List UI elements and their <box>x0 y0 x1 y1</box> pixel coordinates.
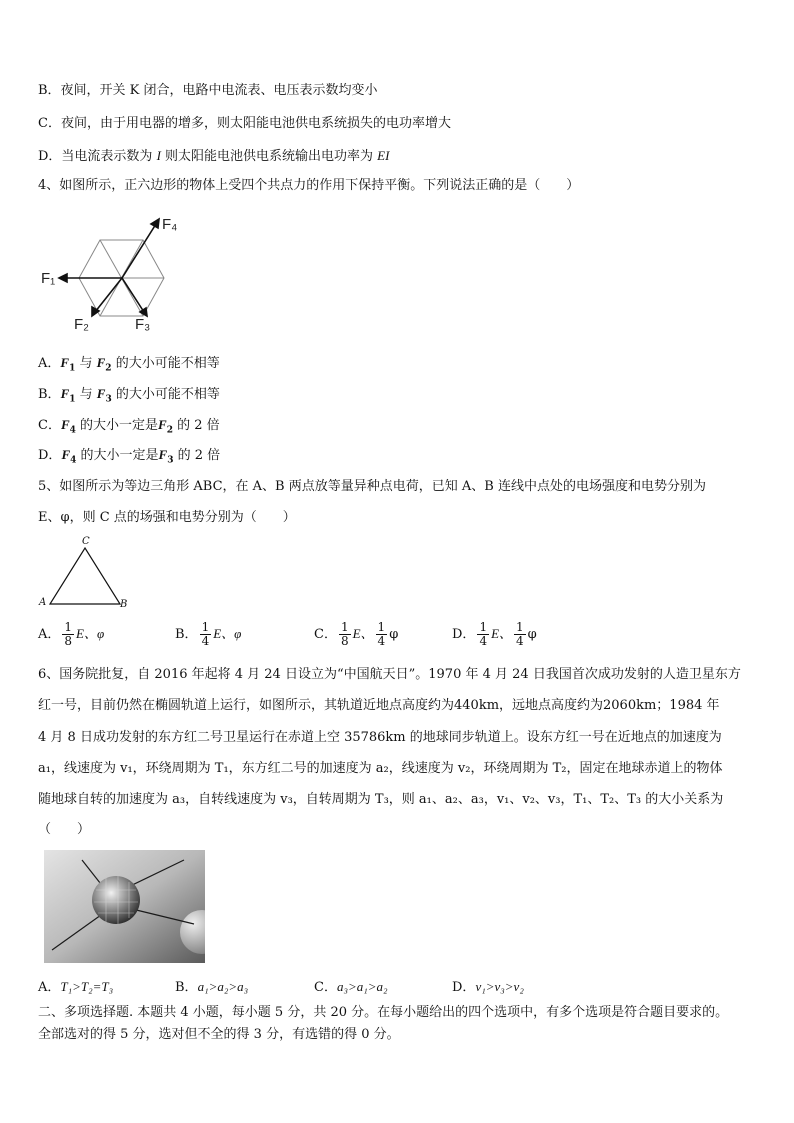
label-f3: F₃ <box>135 316 151 333</box>
q6-stem-line1: 6、国务院批复，自 2016 年起将 4 月 24 日设立为“中国航天日”。1970 年 4 月 24 日我国首次成功发射的人造卫星东方 <box>38 667 741 682</box>
fraction-one-eighth: $\frac{1}{8}$ <box>64 620 73 648</box>
q6-option-c <box>314 979 388 996</box>
q6-option-d <box>452 979 524 996</box>
q4-option-c-tail: 的 2 倍 <box>177 418 220 433</box>
q4-option-d-xs: 4 <box>70 455 77 466</box>
q4-option-b-ys: 3 <box>105 394 112 405</box>
q6-stem-line3: 4 月 8 日成功发射的东方红二号卫星运行在赤道上空 35786km 的地球同步轨道上。设东方红一号在近地点的加速度为 <box>38 730 722 745</box>
label-b: B <box>120 599 128 610</box>
q5-option-d-letter: D． <box>452 627 476 642</box>
q4-option-b-xs: 1 <box>69 394 76 405</box>
force-f3-arrowhead <box>140 308 147 316</box>
section2-instructions-line2: 全部选对的得 5 分，选对但不全的得 3 分，有选错的得 0 分。 <box>38 1027 400 1042</box>
triangle-abc <box>50 548 120 604</box>
q4-option-c-y: F <box>158 417 167 432</box>
q4-option-c-mid: 的大小一定是 <box>80 418 159 433</box>
q3-option-b: B．夜间，开关 K 闭合，电路中电流表、电压表示数均变小 <box>38 83 378 98</box>
q4-option-c <box>38 417 220 439</box>
q4-option-c-x: F <box>60 417 70 432</box>
q6-option-d-letter: D． <box>452 980 476 995</box>
q6-option-b-letter: B． <box>175 980 198 995</box>
q4-option-b-y: F <box>96 386 106 401</box>
q4-option-a-x: F <box>60 355 70 370</box>
q5-option-a-letter: A． <box>38 627 61 642</box>
q5-option-a-text: E、φ <box>76 626 105 641</box>
q4-option-b-x: F <box>60 386 70 401</box>
satellite-illustration <box>44 850 205 963</box>
q4-option-a-y: F <box>96 355 106 370</box>
q6-option-c-text: a₃>a₁>a₂ <box>336 979 388 994</box>
q5-option-c-text2: φ <box>389 627 399 642</box>
q4-option-b-tail: 的大小可能不相等 <box>115 387 220 402</box>
label-f2: F₂ <box>74 316 89 333</box>
q5-option-b-text: E、φ <box>213 626 242 641</box>
q5-option-c <box>314 621 398 648</box>
q3-option-d-power: EI <box>377 148 390 163</box>
q5-option-d-text1: E、 <box>491 626 513 641</box>
fraction-one-quarter: $\frac{1}{4}$ <box>377 620 386 648</box>
q3-option-d-current: I <box>156 148 161 163</box>
q5-triangle-figure <box>38 538 138 614</box>
q6-option-a-text: T₁>T₂=T₃ <box>60 979 114 994</box>
q4-option-d-mid: 的大小一定是 <box>80 448 159 463</box>
q4-option-d-tail: 的 2 倍 <box>177 448 221 463</box>
q6-option-b-text: a₁>a₂>a₃ <box>197 979 249 994</box>
section2-instructions-line1: 二、多项选择题. 本题共 4 小题，每小题 5 分，共 20 分。在每小题给出的四个选项中，有多个选项是符合题目要求的。 <box>38 1005 729 1020</box>
q4-option-b <box>38 386 220 408</box>
q3-option-d-mid: 则太阳能电池供电系统输出电功率为 <box>160 149 378 164</box>
q3-option-c: C．夜间，由于用电器的增多，则太阳能电池供电系统损失的电功率增大 <box>38 116 451 131</box>
q4-option-d <box>38 447 220 469</box>
force-f1-arrowhead <box>59 274 67 282</box>
q4-option-c-xs: 4 <box>69 425 76 436</box>
q6-stem-line5: 随地球自转的加速度为 a₃，自转线速度为 v₃，自转周期为 T₃，则 a₁、a₂、a₃，v₁、v₂、v₃，T₁、T₂、T₃ 的大小关系为 <box>38 792 724 807</box>
q4-option-d-ys: 3 <box>167 455 174 466</box>
q4-option-d-x: F <box>61 447 71 462</box>
fraction-one-quarter: $\frac{1}{4}$ <box>479 620 488 648</box>
q4-option-a <box>38 355 220 377</box>
force-f4-arrow <box>122 224 156 278</box>
q4-option-d-y: F <box>158 447 168 462</box>
q4-option-c-ys: 2 <box>166 425 173 436</box>
q4-option-a-xs: 1 <box>69 363 76 374</box>
q3-option-d-prefix: D．当电流表示数为 <box>38 149 157 164</box>
q5-option-d <box>452 621 537 648</box>
q6-option-a-letter: A． <box>38 980 61 995</box>
label-a: A <box>39 597 47 608</box>
q5-option-d-text2: φ <box>527 627 537 642</box>
q5-option-b <box>175 621 241 648</box>
q5-option-c-letter: C． <box>314 627 337 642</box>
q6-stem-line6: （ ） <box>38 822 91 837</box>
q4-option-a-tail: 的大小可能不相等 <box>115 356 220 371</box>
q6-stem-line2: 红一号，目前仍然在椭圆轨道上运行，如图所示，其轨道近地点高度约为440km，远地点高度约为2060km；1984 年 <box>38 698 720 713</box>
fraction-one-eighth: $\frac{1}{8}$ <box>340 620 349 648</box>
q4-option-a-ys: 2 <box>105 363 112 374</box>
fraction-one-quarter: $\frac{1}{4}$ <box>201 620 210 648</box>
label-f1: F₁ <box>41 270 56 287</box>
q5-option-c-text1: E、 <box>352 626 374 641</box>
q5-stem-line2: E、φ，则 C 点的场强和电势分别为（ ） <box>38 510 296 525</box>
force-f4-arrowhead <box>151 219 159 228</box>
q4-hexagon-figure <box>38 208 188 336</box>
satellite-photo <box>44 850 205 963</box>
q5-option-a <box>38 621 104 648</box>
q6-stem-line4: a₁，线速度为 v₁，环绕周期为 T₁，东方红二号的加速度为 a₂，线速度为 v₂，环绕周期为 T₂，固定在地球赤道上的物体 <box>38 761 723 776</box>
q4-stem: 4、如图所示，正六边形的物体上受四个共点力的作用下保持平衡。下列说法正确的是（ ） <box>38 178 580 193</box>
q4-option-d-letter: D． <box>38 448 62 463</box>
q4-option-b-letter: B． <box>38 387 61 402</box>
q5-stem-line1: 5、如图所示为等边三角形 ABC，在 A、B 两点放等量异种点电荷，已知 A、B 连线中点处的电场强度和电势分别为 <box>38 479 706 494</box>
force-f3-arrow <box>122 278 144 312</box>
q5-option-b-letter: B． <box>175 627 198 642</box>
q4-option-c-letter: C． <box>38 418 61 433</box>
q4-option-b-mid: 与 <box>79 387 93 402</box>
q6-option-d-text: v₁>v₃>v₂ <box>475 979 524 994</box>
satellite-sphere <box>92 876 140 924</box>
q4-option-a-letter: A． <box>38 356 61 371</box>
q6-option-b <box>175 979 248 996</box>
q6-option-c-letter: C． <box>314 980 337 995</box>
q6-option-a <box>38 979 113 996</box>
force-f2-arrow <box>95 278 122 312</box>
label-f4: F₄ <box>162 216 178 233</box>
q4-option-a-mid: 与 <box>79 356 93 371</box>
label-c: C <box>82 536 90 547</box>
fraction-one-quarter: $\frac{1}{4}$ <box>516 620 524 648</box>
q3-option-d <box>38 148 389 165</box>
